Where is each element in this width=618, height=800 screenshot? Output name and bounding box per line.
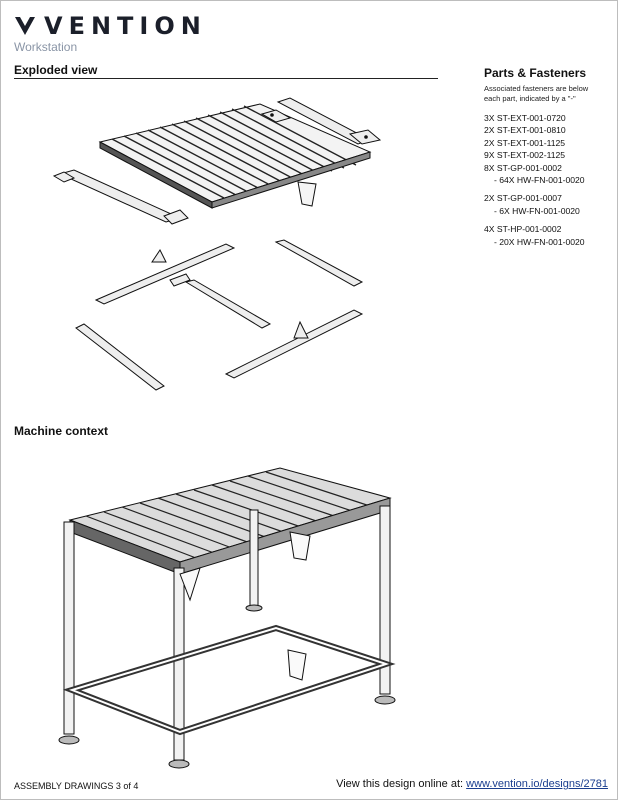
cross-beam-lower: [226, 310, 362, 378]
parts-fasteners-panel: [484, 66, 610, 248]
brand-name: VENTION: [44, 12, 207, 40]
design-url-link[interactable]: www.vention.io/designs/2781: [466, 778, 608, 790]
exploded-view-rule: [14, 78, 438, 79]
parts-panel-note: Associated fasteners are below each part, indicated by a "-": [484, 84, 589, 103]
part-item: 8X ST-GP-001-0002: [484, 162, 562, 173]
side-beam-left: [76, 324, 164, 390]
machine-context-title: Machine context: [14, 424, 109, 438]
gusset-lower: [288, 650, 306, 680]
part-item: 2X ST-EXT-001-0810: [484, 125, 566, 136]
foot-back-right: [375, 696, 395, 704]
header-logo: [14, 12, 207, 40]
parts-list: [484, 112, 610, 248]
foot-front-middle: [169, 760, 189, 768]
fastener-item: - 64X HW-FN-001-0020: [494, 175, 585, 186]
exploded-view-drawing: [40, 92, 440, 392]
leg-back-middle: [250, 510, 258, 610]
side-beam-middle: [186, 280, 270, 328]
footer-online-link: [336, 778, 608, 790]
fastener-item: - 6X HW-FN-001-0020: [494, 205, 580, 216]
document-subtitle: Workstation: [14, 40, 78, 54]
footer-page-label: ASSEMBLY DRAWINGS 3 of 4: [14, 781, 139, 791]
foot-front-left: [59, 736, 79, 744]
part-item: 3X ST-EXT-001-0720: [484, 113, 566, 123]
parts-panel-title: Parts & Fasteners: [484, 66, 587, 80]
foot-back-middle: [246, 605, 262, 611]
side-beam-right: [276, 240, 362, 286]
part-item: 2X ST-GP-001-0007: [484, 193, 562, 204]
part-item: 4X ST-HP-001-0002: [484, 224, 562, 235]
fastener-item: - 20X HW-FN-001-0020: [494, 236, 585, 247]
corner-gusset-top: [298, 182, 316, 206]
exploded-view-title: Exploded view: [14, 63, 98, 77]
gusset-front: [290, 532, 310, 560]
vention-logo-icon: [14, 16, 36, 36]
workstation-table: [59, 468, 395, 768]
leg-front-left: [64, 522, 74, 734]
machine-context-drawing: [40, 450, 420, 770]
part-item: 2X ST-EXT-001-1125: [484, 137, 566, 148]
part-item: 9X ST-EXT-002-1125: [484, 150, 566, 161]
footer-link-prefix: View this design online at:: [336, 778, 464, 790]
